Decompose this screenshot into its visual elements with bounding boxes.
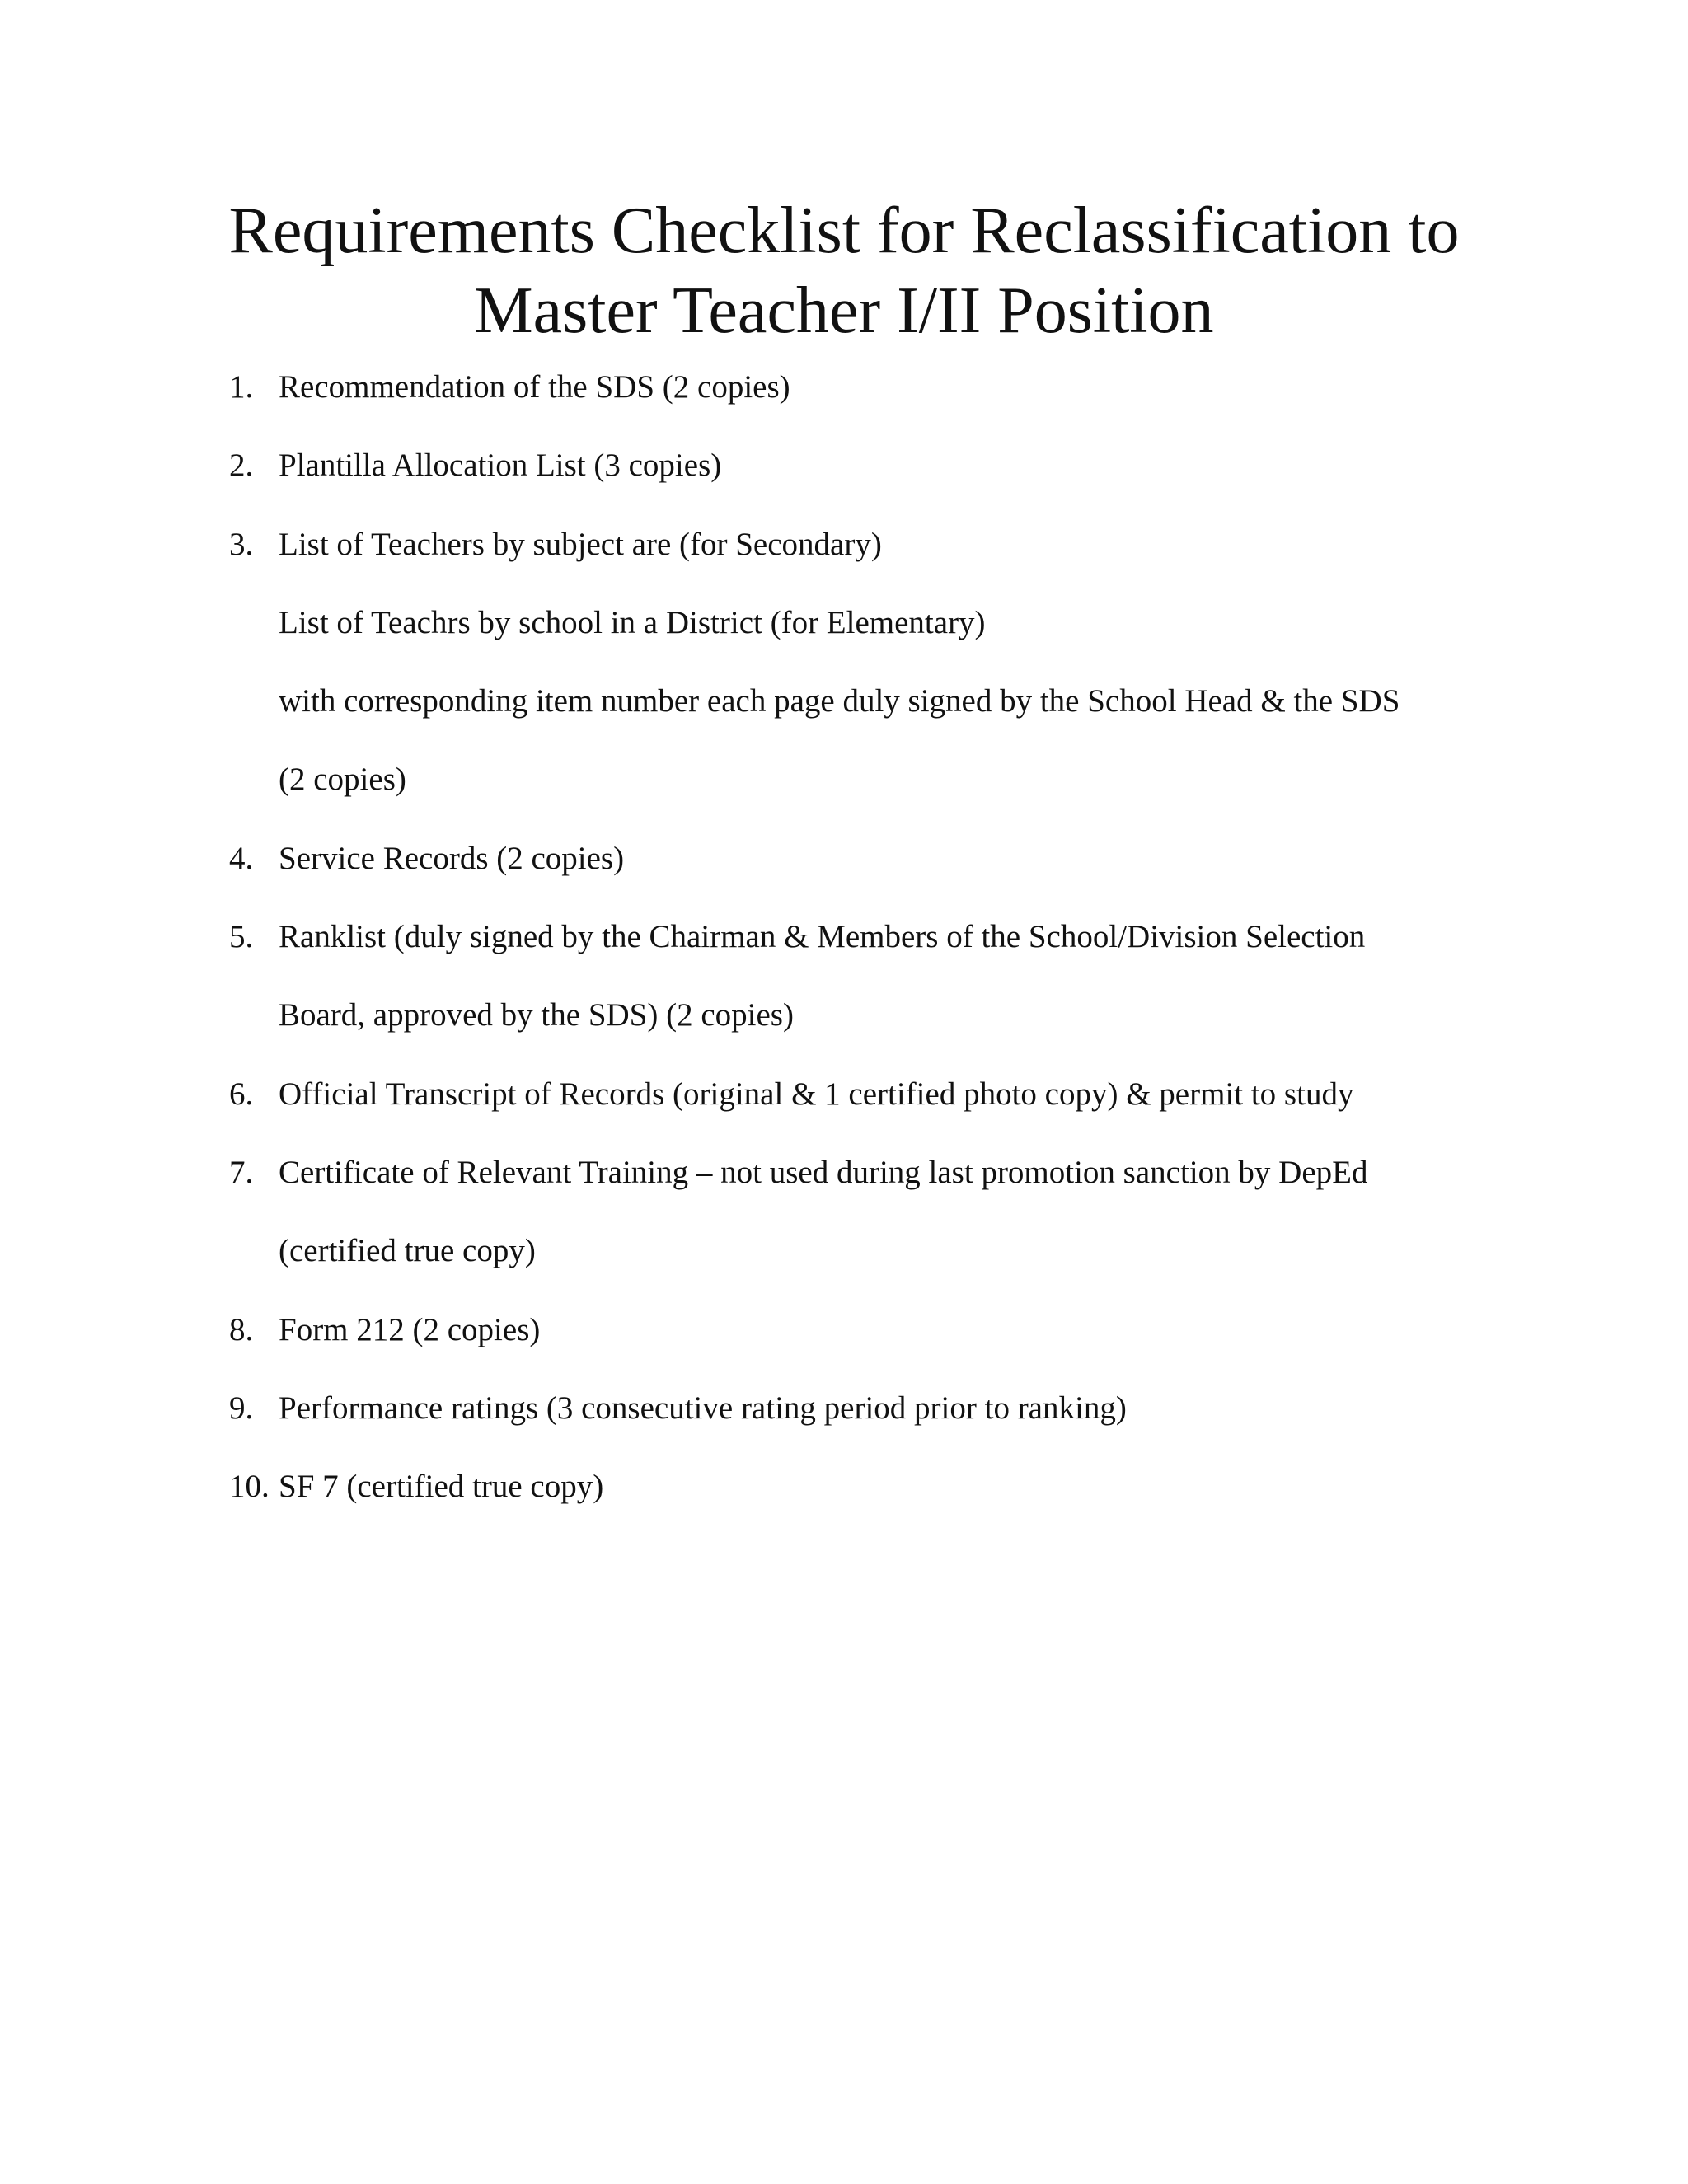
- list-item-continuation: [0, 757, 1688, 835]
- item-number: 7.: [229, 1154, 254, 1190]
- item-text: Board, approved by the SDS) (2 copies): [279, 997, 794, 1033]
- list-item: [0, 1385, 1688, 1464]
- list-item-continuation: [0, 678, 1688, 757]
- item-text: Plantilla Allocation List (3 copies): [279, 448, 722, 484]
- item-number: 2.: [229, 448, 254, 484]
- list-item: [0, 1150, 1688, 1228]
- item-text: Recommendation of the SDS (2 copies): [279, 369, 790, 405]
- list-item: [0, 1307, 1688, 1385]
- item-text: Service Records (2 copies): [279, 840, 625, 876]
- item-number: 8.: [229, 1311, 254, 1347]
- list-item-continuation: [0, 1228, 1688, 1306]
- item-text: Performance ratings (3 consecutive rating period prior to ranking): [279, 1390, 1127, 1426]
- list-item: [0, 1464, 1688, 1542]
- item-text: List of Teachers by subject are (for Secondary): [279, 526, 882, 562]
- item-text: (certified true copy): [279, 1233, 536, 1269]
- list-item: [0, 914, 1688, 992]
- item-text: (2 copies): [279, 762, 406, 798]
- item-number: 6.: [229, 1076, 254, 1112]
- list-item: [0, 443, 1688, 521]
- title-line-2: Master Teacher I/II Position: [474, 274, 1214, 347]
- list-item: [0, 1071, 1688, 1150]
- title-line-1: Requirements Checklist for Reclassification to: [228, 194, 1460, 267]
- item-number: 5.: [229, 919, 254, 955]
- item-number: 3.: [229, 526, 254, 562]
- item-number: 4.: [229, 840, 254, 876]
- list-item: [0, 522, 1688, 600]
- list-item-continuation: [0, 600, 1688, 678]
- requirements-list: [0, 364, 1688, 1542]
- list-item-continuation: [0, 992, 1688, 1071]
- list-item: [0, 836, 1688, 914]
- page-title: [124, 191, 1564, 351]
- item-text: Ranklist (duly signed by the Chairman & Members of the School/Division Selection: [279, 919, 1366, 955]
- item-text: with corresponding item number each page duly signed by the School Head & the SDS: [279, 683, 1400, 719]
- item-text: Official Transcript of Records (original & 1 certified photo copy) & permit to study: [279, 1076, 1354, 1112]
- item-text: Form 212 (2 copies): [279, 1311, 541, 1347]
- item-number: 9.: [229, 1390, 254, 1426]
- item-text: SF 7 (certified true copy): [279, 1469, 604, 1505]
- item-number: 1.: [229, 369, 254, 405]
- item-text: Certificate of Relevant Training – not used during last promotion sanction by DepEd: [279, 1154, 1368, 1190]
- list-item: [0, 364, 1688, 443]
- item-text: List of Teachrs by school in a District (for Elementary): [279, 604, 986, 640]
- item-number: 10.: [229, 1469, 270, 1505]
